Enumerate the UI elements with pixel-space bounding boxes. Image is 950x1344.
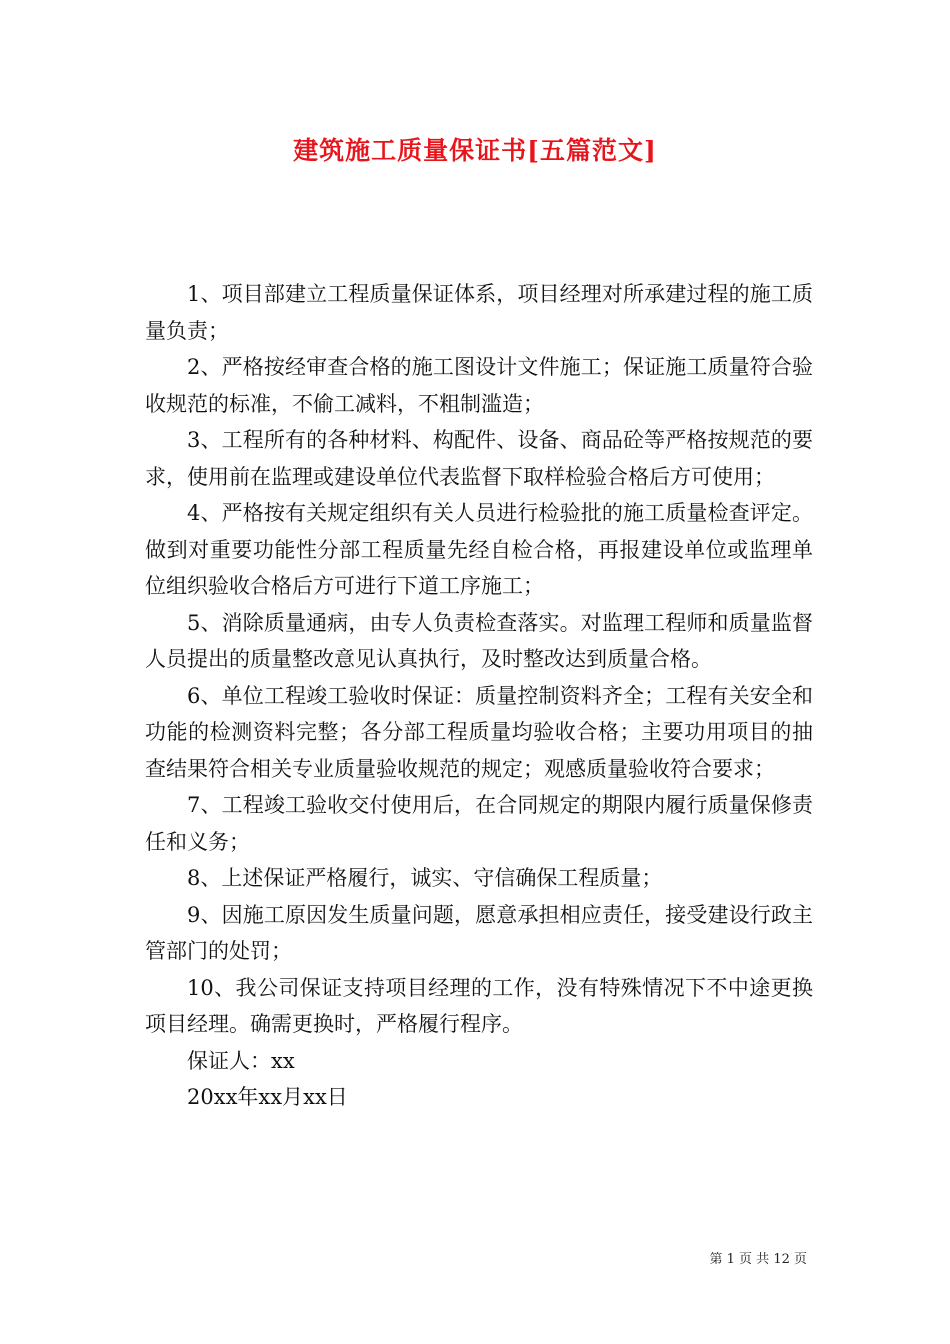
paragraph-2: 2、严格按经审查合格的施工图设计文件施工；保证施工质量符合验收规范的标准，不偷工减料，不粗制滥造； bbox=[145, 355, 813, 416]
paragraph-8: 8、上述保证严格履行，诚实、守信确保工程质量； bbox=[187, 866, 663, 890]
date-line: 20xx年xx月xx日 bbox=[187, 1085, 348, 1109]
paragraph-4: 4、严格按有关规定组织有关人员进行检验批的施工质量检查评定。做到对重要功能性分部工程质量先经自检合格，再报建设单位或监理单位组织验收合格后方可进行下道工序施工； bbox=[145, 501, 813, 598]
page-number: 第 1 页 共 12 页 bbox=[709, 1252, 807, 1267]
paragraph-6: 6、单位工程竣工验收时保证：质量控制资料齐全；工程有关安全和功能的检测资料完整；各分部工程质量均验收合格；主要功用项目的抽查结果符合相关专业质量验收规范的规定；观感质量验收符合要求； bbox=[145, 683, 813, 781]
paragraph-5: 5、消除质量通病，由专人负责检查落实。对监理工程师和质量监督人员提出的质量整改意见认真执行，及时整改达到质量合格。 bbox=[145, 610, 813, 671]
paragraph-10: 10、我公司保证支持项目经理的工作，没有特殊情况下不中途更换项目经理。确需更换时，严格履行程序。 bbox=[145, 975, 813, 1036]
document-body bbox=[145, 276, 813, 1116]
paragraph-7: 7、工程竣工验收交付使用后，在合同规定的期限内履行质量保修责任和义务； bbox=[145, 793, 813, 854]
paragraph-3: 3、工程所有的各种材料、构配件、设备、商品砼等严格按规范的要求，使用前在监理或建设单位代表监督下取样检验合格后方可使用； bbox=[145, 428, 813, 489]
guarantor-line: 保证人：xx bbox=[187, 1048, 295, 1073]
paragraph-9: 9、因施工原因发生质量问题，愿意承担相应责任，接受建设行政主管部门的处罚； bbox=[145, 902, 813, 963]
document-title: 建筑施工质量保证书[五篇范文] bbox=[293, 136, 657, 165]
paragraph-1: 1、项目部建立工程质量保证体系，项目经理对所承建过程的施工质量负责； bbox=[145, 282, 813, 343]
